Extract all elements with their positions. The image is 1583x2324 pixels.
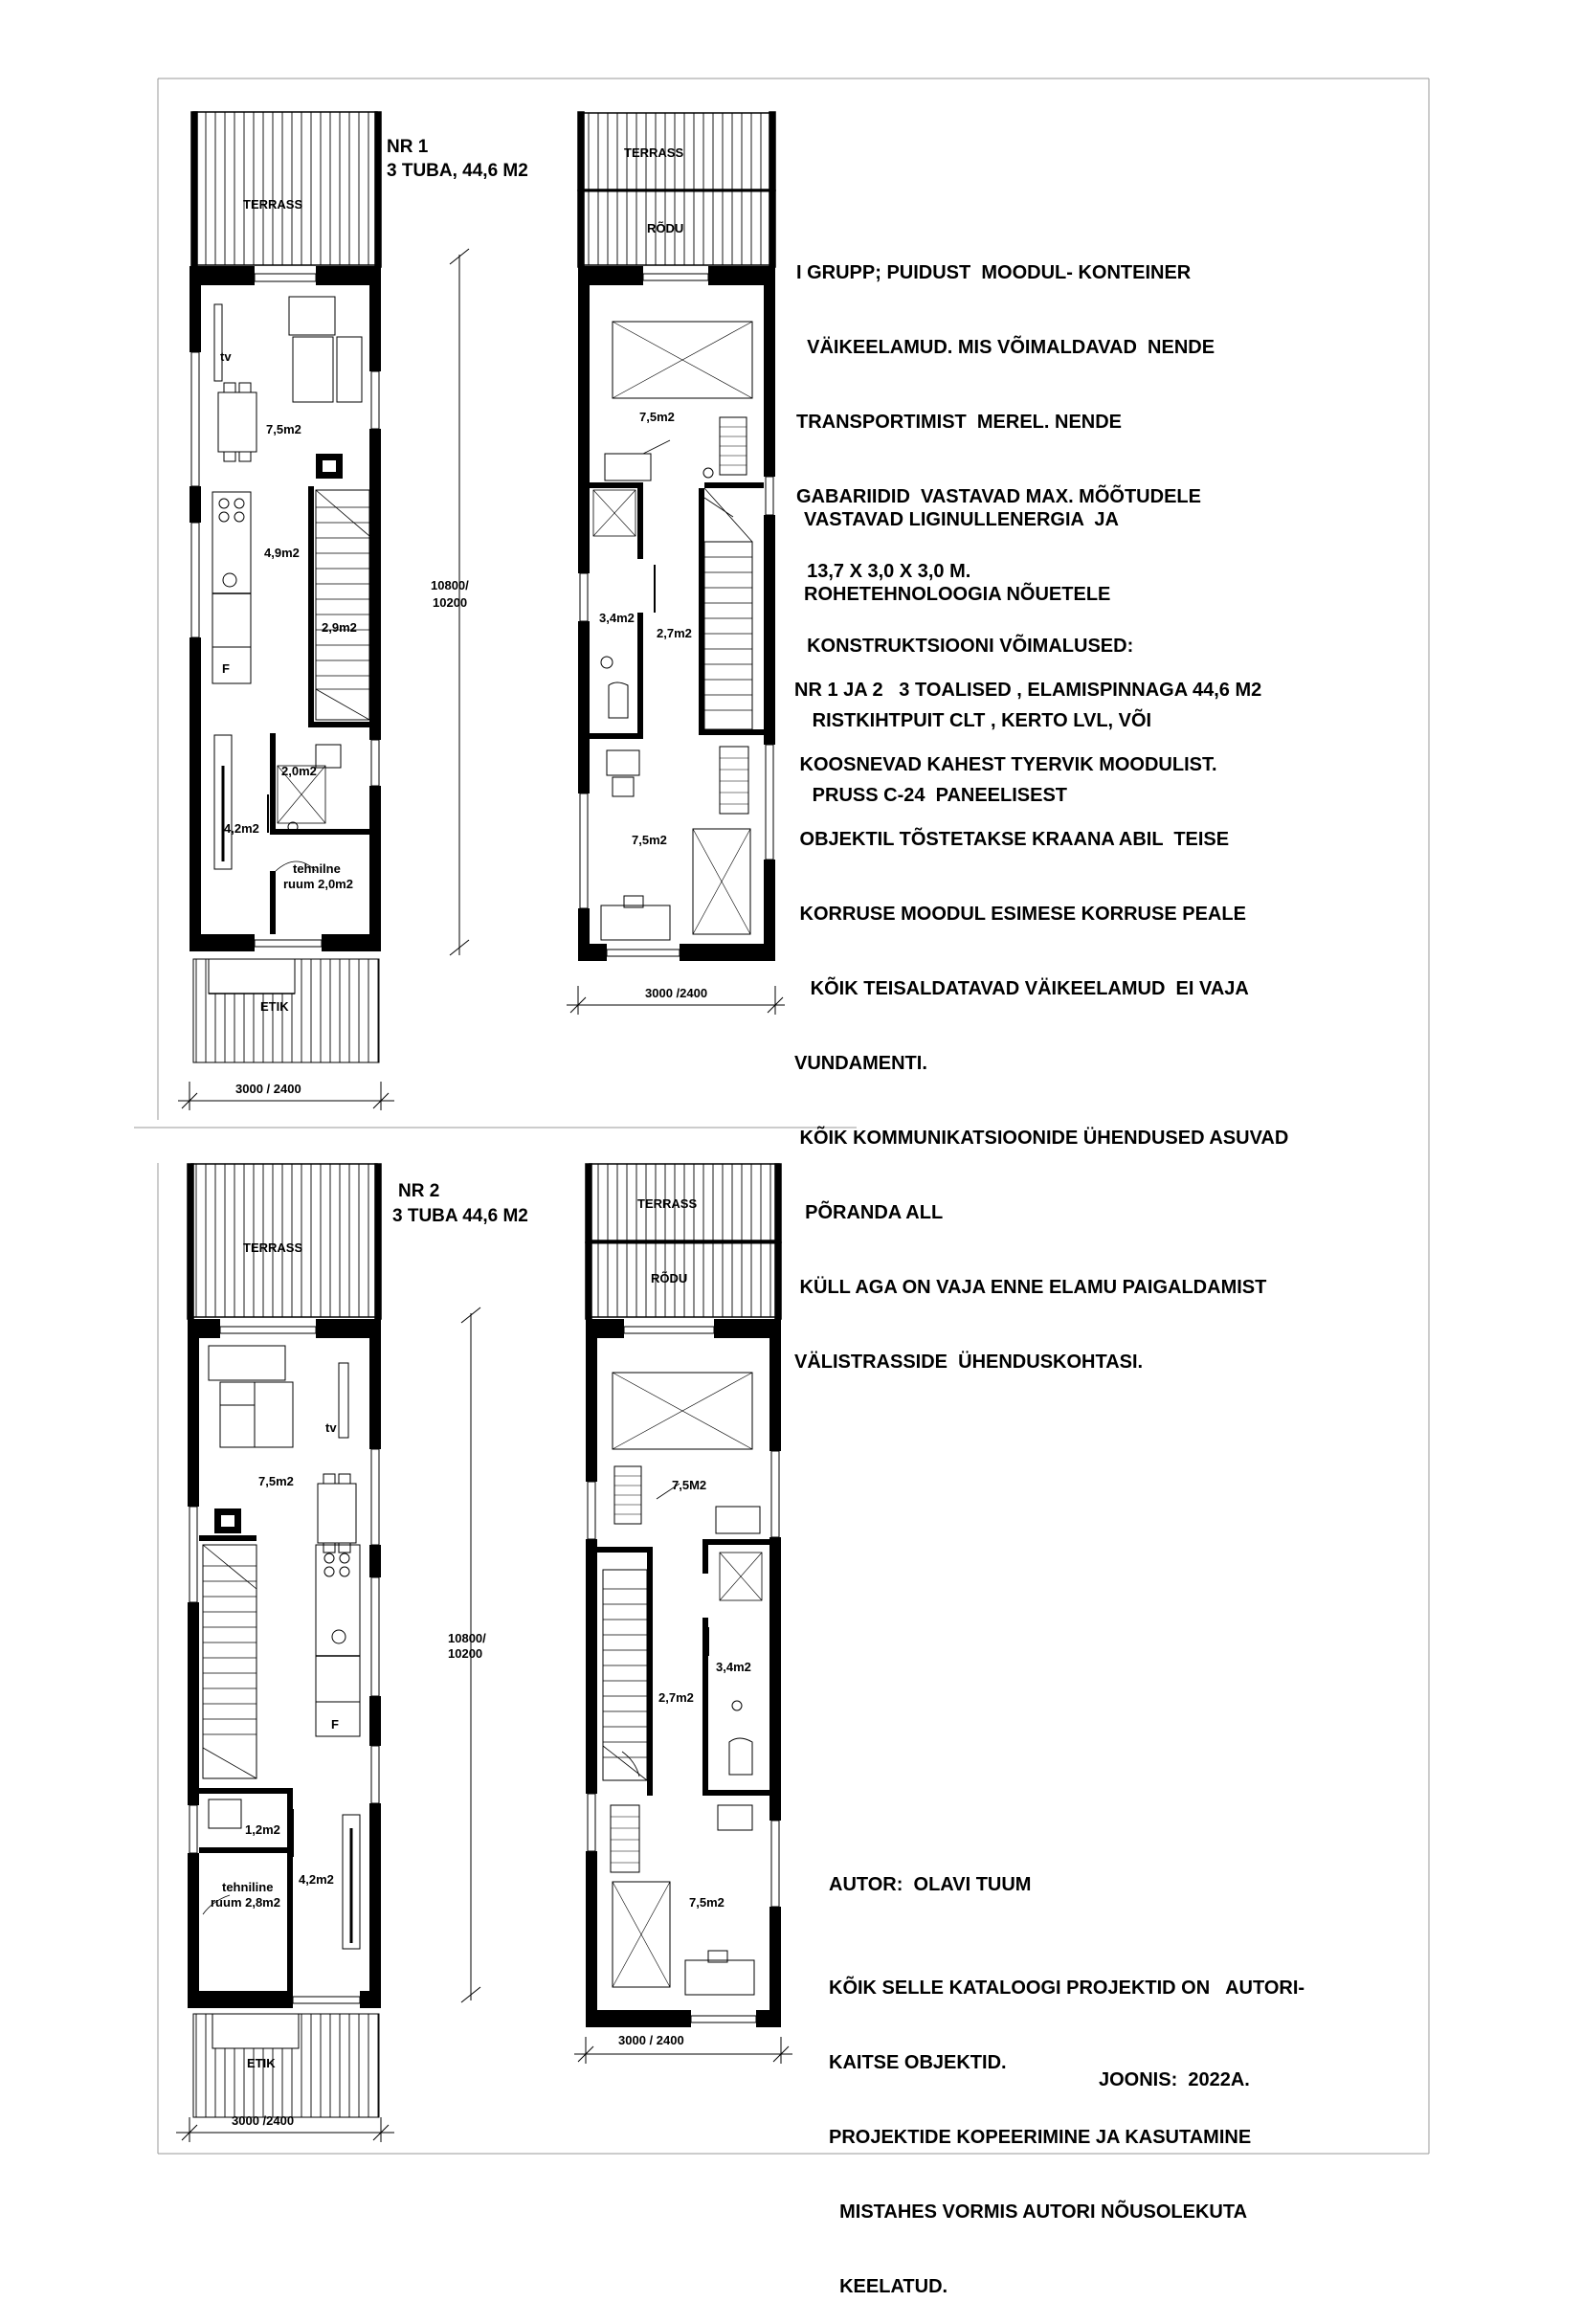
description-line: OBJEKTIL TÕSTETAKSE KRAANA ABIL TEISE xyxy=(794,829,1230,850)
description-line: KÜLL AGA ON VAJA ENNE ELAMU PAIGALDAMIST xyxy=(794,1277,1267,1298)
plan1-tv-label: tv xyxy=(220,349,232,364)
copyright-line: KEELATUD. xyxy=(829,2276,948,2297)
plan1-stair-area: 2,9m2 xyxy=(322,620,357,635)
plan2-upper-bedroom1-area: 7,5M2 xyxy=(672,1478,707,1492)
plan2-fridge-label: F xyxy=(331,1717,339,1732)
description-line: KOOSNEVAD KAHEST TYERVIK MOODULIST. xyxy=(794,754,1217,775)
plan2-upper-bath-area: 3,4m2 xyxy=(716,1660,751,1674)
description-line: KONSTRUKTSIOONI VÕIMALUSED: xyxy=(796,636,1134,657)
description-line: KÕIK TEISALDATAVAD VÄIKEELAMUD EI VAJA xyxy=(794,978,1249,999)
copyright-line: MISTAHES VORMIS AUTORI NÕUSOLEKUTA xyxy=(829,2201,1248,2223)
plan1-upper-width-dimension: 3000 /2400 xyxy=(645,986,708,1000)
description-line: VASTAVAD LIGINULLENERGIA JA xyxy=(804,509,1119,530)
plan1-upper-terrace-label: TERRASS xyxy=(624,145,684,160)
plan1-subtitle: 3 TUBA, 44,6 M2 xyxy=(387,161,528,181)
plan2-hall-area: 4,2m2 xyxy=(299,1872,334,1887)
description-line: GABARIIDID VASTAVAD MAX. MÕÕTUDELE xyxy=(796,486,1201,507)
plan2-subtitle: 3 TUBA 44,6 M2 xyxy=(392,1206,528,1226)
description-line: NR 1 JA 2 3 TOALISED , ELAMISPINNAGA 44,6 M2 xyxy=(794,680,1262,701)
copyright-line: PROJEKTIDE KOPEERIMINE JA KASUTAMINE xyxy=(829,2127,1252,2148)
plan1-title: NR 1 xyxy=(387,137,429,157)
plan1-upper-floor xyxy=(578,112,775,961)
plan2-upper-stair-area: 2,7m2 xyxy=(658,1690,694,1705)
plan2-upper-bedroom2-area: 7,5m2 xyxy=(689,1895,725,1910)
plan1-tech-room-area: ruum 2,0m2 xyxy=(283,877,353,891)
description-block-3 xyxy=(794,628,1288,1399)
plan1-porch-label: ETIK xyxy=(260,999,289,1014)
plan1-upper-stair-area: 2,7m2 xyxy=(657,626,692,640)
plan1-terrace-label: TERRASS xyxy=(243,197,303,212)
plan2-width-dimension: 3000 /2400 xyxy=(232,2113,295,2128)
plan2-upper-balcony-label: RÕDU xyxy=(651,1271,688,1285)
plan1-ground-floor xyxy=(190,112,381,1062)
description-line: VUNDAMENTI. xyxy=(794,1053,927,1074)
plan1-length-dimension-2: 10200 xyxy=(433,595,468,610)
plan2-bath-area: 1,2m2 xyxy=(245,1822,280,1837)
description-line: PRUSS C-24 PANEELISEST xyxy=(796,785,1068,806)
description-line: TRANSPORTIMIST MEREL. NENDE xyxy=(796,412,1123,433)
plan1-upper-bedroom2-area: 7,5m2 xyxy=(632,833,667,847)
plan1-kitchen-area: 4,9m2 xyxy=(264,546,300,560)
description-line: ROHETEHNOLOOGIA NÕUETELE xyxy=(804,584,1111,605)
plan2-length-dimension-2: 10200 xyxy=(448,1646,483,1661)
plan1-fridge-label: F xyxy=(222,661,230,676)
plan2-tv-label: tv xyxy=(325,1420,337,1435)
description-line: VÄLISTRASSIDE ÜHENDUSKOHTASI. xyxy=(794,1352,1144,1373)
plan1-upper-bath-area: 3,4m2 xyxy=(599,611,635,625)
plan2-length-dimension-1: 10800/ xyxy=(448,1631,486,1645)
description-line: VÄIKEELAMUD. MIS VÕIMALDAVAD NENDE xyxy=(796,337,1215,358)
description-line: PÕRANDA ALL xyxy=(794,1202,944,1223)
author-line: AUTOR: OLAVI TUUM xyxy=(829,1874,1032,1895)
description-line: 13,7 X 3,0 X 3,0 M. xyxy=(796,561,971,582)
plan2-upper-terrace-label: TERRASS xyxy=(637,1196,698,1211)
description-line: I GRUPP; PUIDUST MOODUL- KONTEINER xyxy=(796,262,1192,283)
copyright-line: KAITSE OBJEKTID. xyxy=(829,2052,1007,2073)
description-line: RISTKIHTPUIT CLT , KERTO LVL, VÕI xyxy=(796,710,1152,731)
plan1-hall-area: 4,2m2 xyxy=(224,821,259,836)
description-block-2 xyxy=(804,458,1119,632)
plan1-upper-balcony-label: RÕDU xyxy=(647,221,684,235)
plan2-ground-floor xyxy=(188,1164,381,2117)
description-line: KÕIK KOMMUNIKATSIOONIDE ÜHENDUSED ASUVAD xyxy=(794,1128,1289,1149)
plan2-tech-room-area: ruum 2,8m2 xyxy=(211,1895,280,1910)
drawing-id: JOONIS: 2022A. xyxy=(1099,2069,1250,2090)
description-line: KORRUSE MOODUL ESIMESE KORRUSE PEALE xyxy=(794,904,1246,925)
plan1-width-dimension: 3000 / 2400 xyxy=(235,1082,301,1096)
plan2-terrace-label: TERRASS xyxy=(243,1240,303,1255)
plan2-living-area: 7,5m2 xyxy=(258,1474,294,1488)
plan2-title: NR 2 xyxy=(398,1181,440,1201)
plan1-upper-bedroom1-area: 7,5m2 xyxy=(639,410,675,424)
copyright-line: KÕIK SELLE KATALOOGI PROJEKTID ON AUTORI- xyxy=(829,1978,1305,1999)
copyright-block xyxy=(829,1926,1304,2324)
plan1-tech-room-label: tehnilne xyxy=(293,861,341,876)
plan2-porch-label: ETIK xyxy=(247,2056,276,2070)
plan1-length-dimension-1: 10800/ xyxy=(431,578,469,592)
plan1-living-area: 7,5m2 xyxy=(266,422,301,436)
plan1-bath-area: 2,0m2 xyxy=(281,764,317,778)
plan2-tech-room-label: tehniline xyxy=(222,1880,274,1894)
plan2-upper-floor xyxy=(586,1164,781,2027)
plan2-upper-width-dimension: 3000 / 2400 xyxy=(618,2033,684,2047)
